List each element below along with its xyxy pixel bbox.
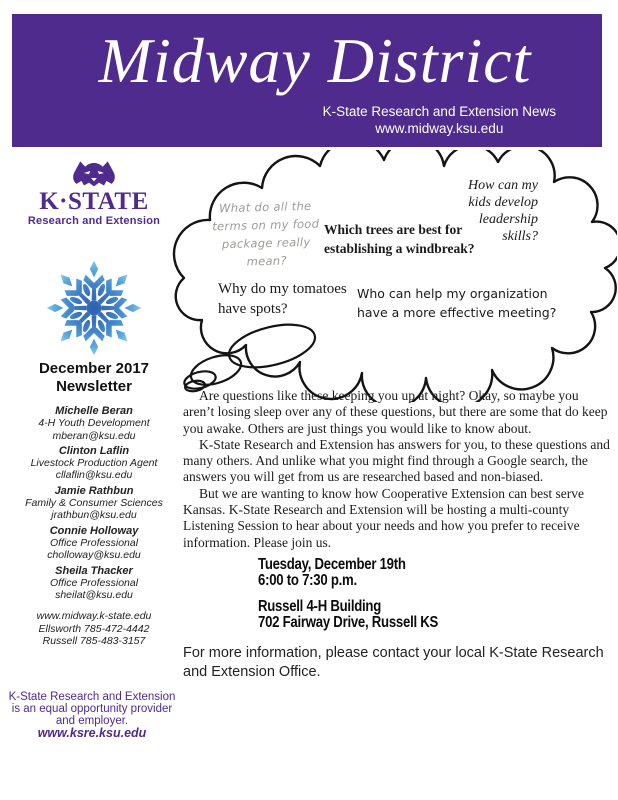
staff-name: Michelle Beran (55, 405, 133, 417)
staff-title: 4-H Youth Development (38, 417, 150, 430)
cloud-question-tomatoes: Why do my tomatoes have spots? (218, 281, 347, 317)
cloud-question-windbreak: Which trees are best for establishing a windbreak? (324, 222, 475, 256)
cloud-question-meetings: Who can help my organization have a more effective meeting? (357, 286, 557, 320)
staff-email: sheilat@ksu.edu (55, 589, 133, 602)
event-time: 6:00 to 7:30 p.m. (258, 571, 357, 589)
masthead-subtitle (323, 103, 556, 137)
masthead-url: www.midway.ksu.edu (375, 121, 504, 136)
staff-entry (8, 485, 180, 522)
staff-title: Office Professional (49, 536, 139, 549)
kstate-wordmark-sub: Research and Extension (27, 215, 161, 227)
staff-name: Clinton Laflin (58, 444, 130, 457)
listening-session-details (258, 557, 613, 631)
russell-phone: Russell 785-483-3157 (42, 635, 146, 648)
article-paragraph-1: Are questions like these keeping you up at night? Okay, so maybe you aren’t losing sleep over any of these questions, but there are some that do keep you awake. Others are just things you would like to know about. (183, 388, 608, 436)
masthead (12, 14, 602, 147)
article-paragraph-2: K-State Research and Extension has answers for you, to these questions and many others. And unlike what you might find through a Google search, the answers you will get from us are researched based and non-biased. (183, 436, 610, 485)
staff-email: mberan@ksu.edu (52, 429, 136, 442)
ellsworth-phone: Ellsworth 785-472-4442 (38, 622, 150, 635)
powercat-icon (69, 158, 119, 188)
article-paragraph-3: But we are wanting to know how Cooperative Extension can best serve Kansas. K-State Research and Extension will be hosting a multi-county Listening Session to hear about your needs and how you prefer to receive information. Please join us. (183, 485, 585, 550)
eo-line: K-State Research and Extension (8, 691, 176, 703)
staff-entry (8, 525, 180, 562)
staff-list (8, 405, 180, 601)
eo-line: and employer. (55, 714, 129, 727)
staff-entry (8, 405, 180, 442)
staff-title: Family & Consumer Sciences (25, 497, 163, 510)
staff-email: jrathbun@ksu.edu (51, 509, 137, 522)
thought-cloud-outline (172, 150, 617, 402)
eo-line: is an equal opportunity provider (11, 702, 173, 715)
more-info-note: For more information, please contact your local K-State Research and Extension Office. (183, 644, 604, 680)
event-address: 702 Fairway Drive, Russell KS (258, 613, 439, 631)
equal-opportunity-statement (4, 692, 180, 740)
snowflake-icon (43, 257, 145, 359)
article-body (183, 388, 613, 682)
event-venue: Russell 4-H Building (258, 597, 382, 615)
sidebar (8, 158, 180, 647)
staff-name: Sheila Thacker (55, 564, 133, 577)
cloud-question-food-labels: What do all the terms on my food package really mean? (212, 198, 320, 269)
kstate-wordmark: K·STATE (39, 188, 149, 215)
newsletter-issue-title (8, 360, 180, 396)
thought-cloud (172, 150, 617, 402)
staff-title: Livestock Production Agent (30, 457, 158, 470)
staff-entry (8, 565, 180, 602)
newsletter-title: Midway District (98, 25, 532, 96)
staff-name: Connie Holloway (49, 524, 139, 537)
staff-email: cllaflin@ksu.edu (55, 469, 133, 482)
ksre-website: www.ksre.ksu.edu (37, 726, 147, 741)
staff-name: Jamie Rathbun (54, 484, 134, 497)
event-date: Tuesday, December 19th (258, 555, 406, 573)
issue-month: December 2017 (38, 360, 150, 377)
district-website: www.midway.k-state.edu (36, 610, 152, 623)
masthead-subtitle-line: K-State Research and Extension News (322, 104, 556, 119)
staff-entry (8, 445, 180, 482)
staff-title: Office Professional (49, 576, 139, 589)
cloud-question-leadership: How can my kids develop leadership skills? (468, 178, 538, 244)
issue-label: Newsletter (56, 378, 132, 395)
staff-email: cholloway@ksu.edu (47, 549, 141, 562)
district-contact-info (8, 610, 180, 647)
